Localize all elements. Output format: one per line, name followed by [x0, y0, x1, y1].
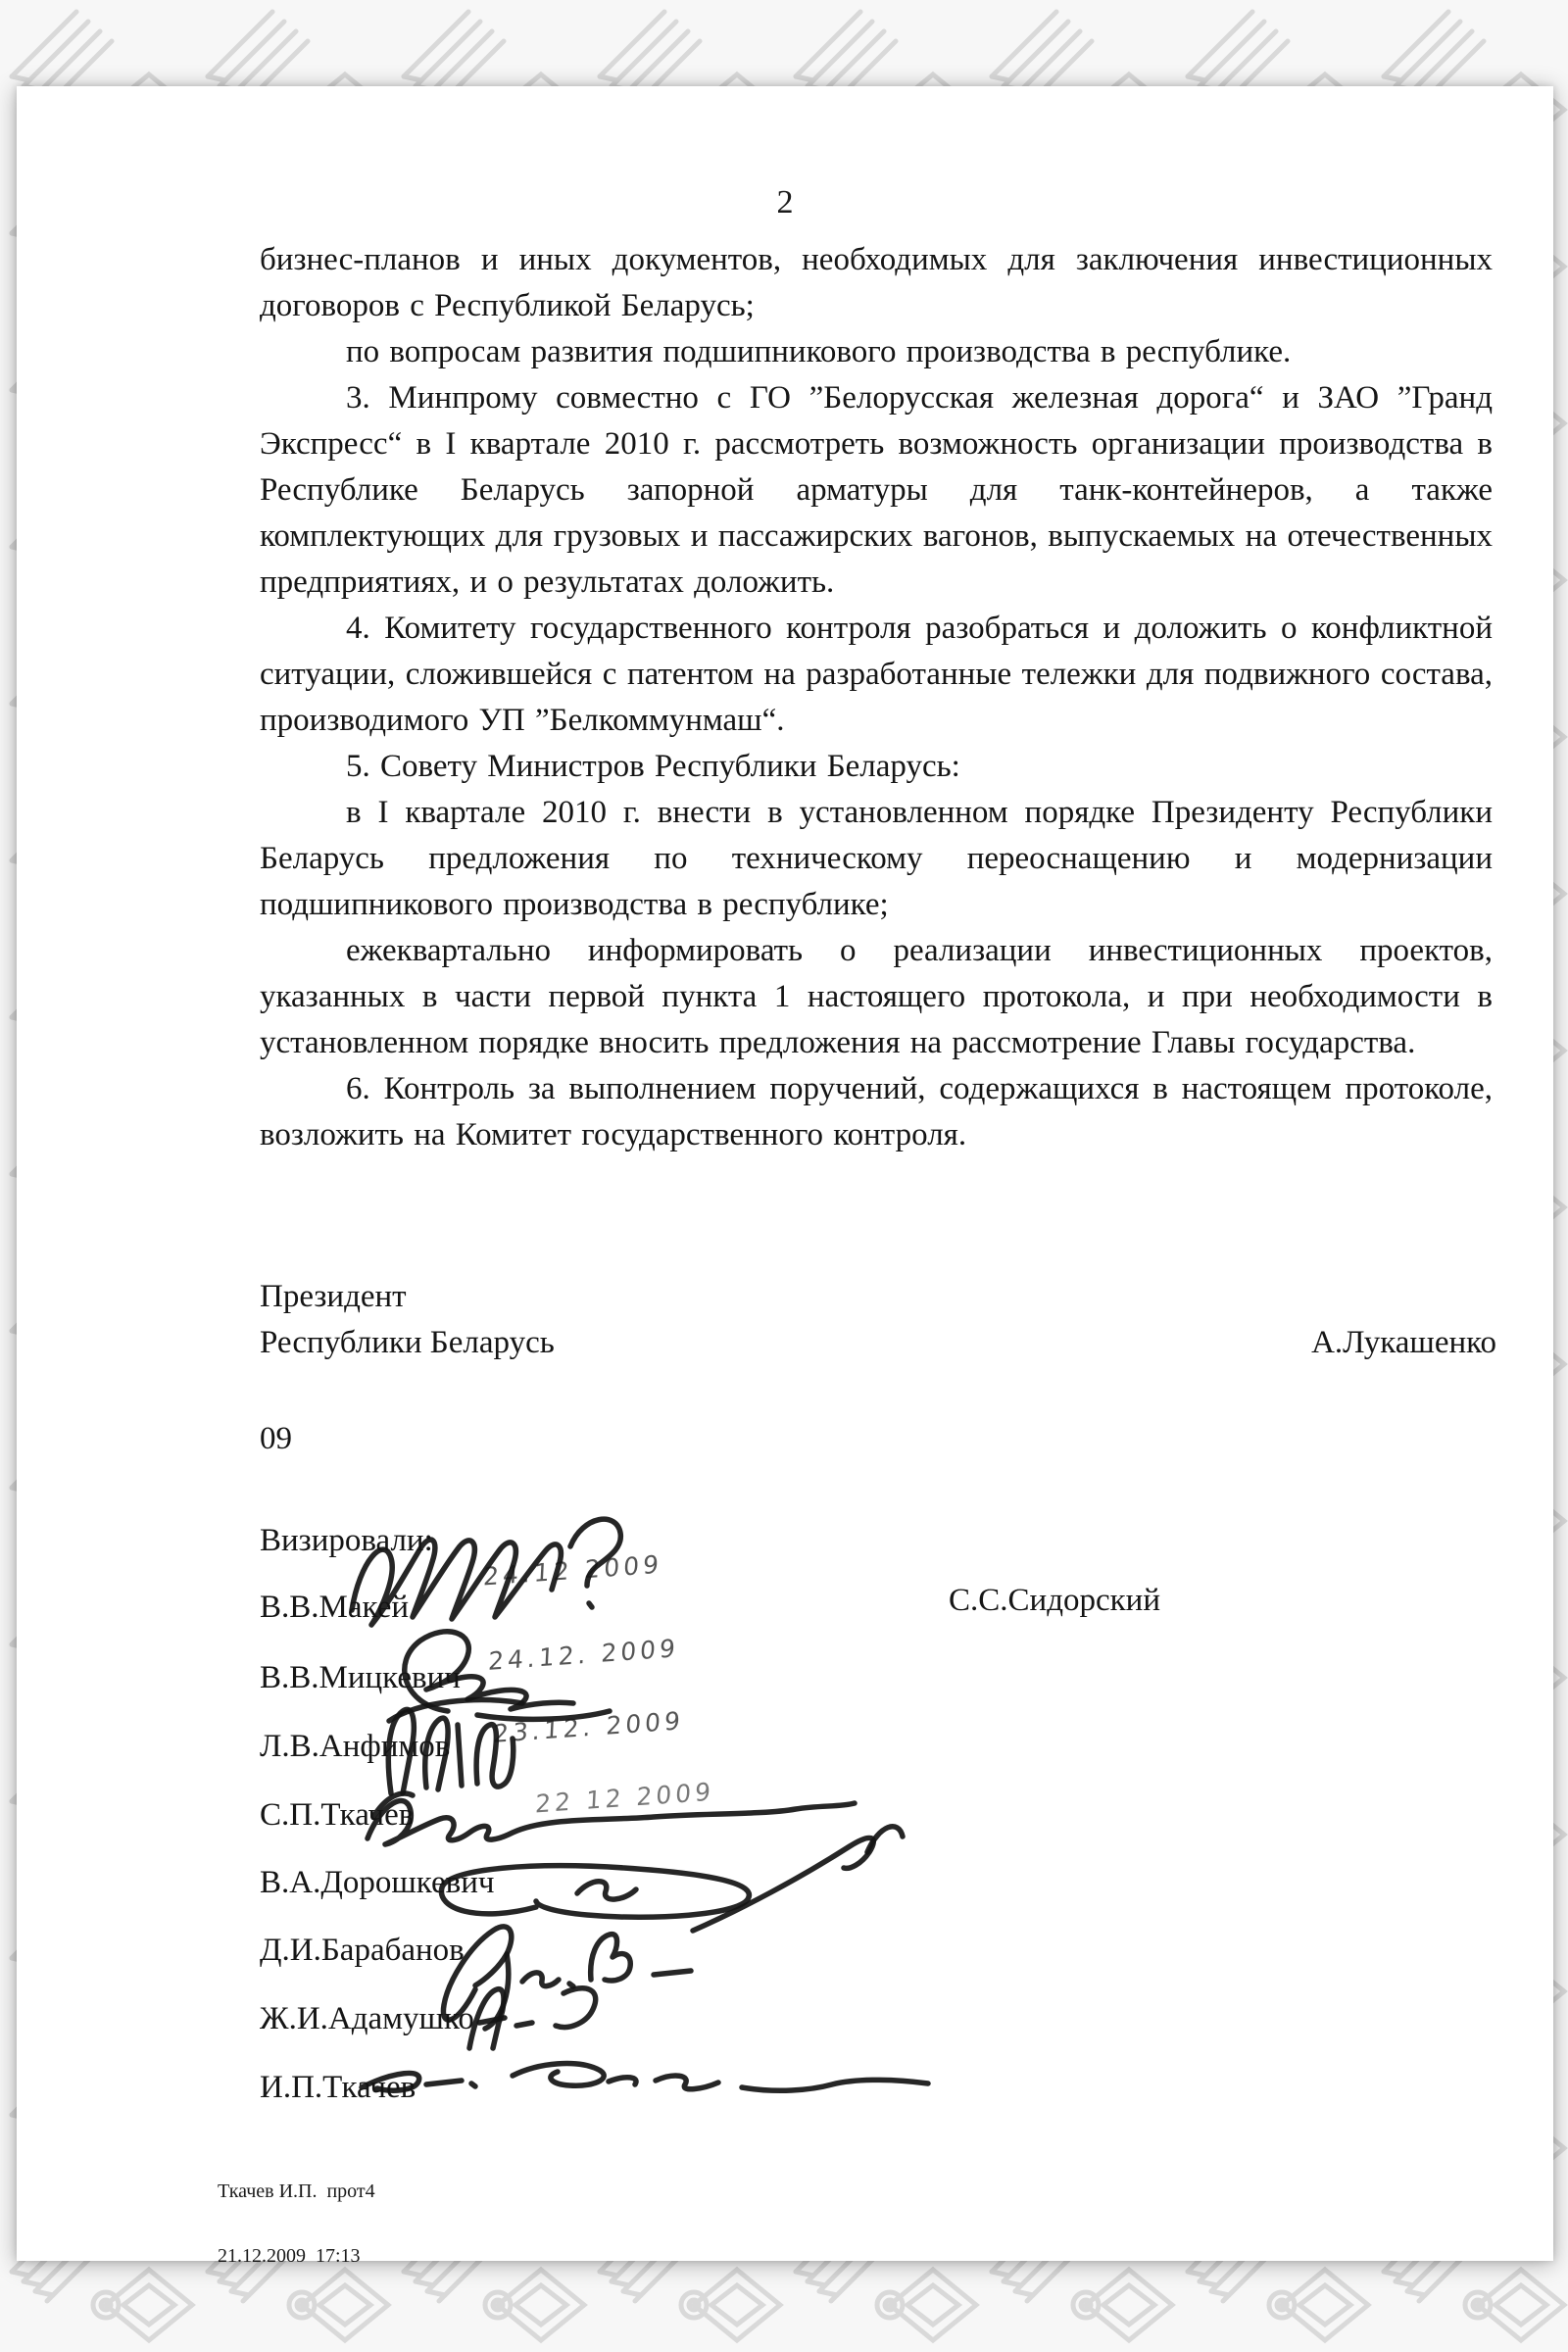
signature-tkachev-sp — [368, 1793, 855, 1844]
paragraph: 3. Минпрому совместно с ГО ”Белорусская железная дорога“ и ЗАО ”Гранд Экспресс“ в I квартале 2010 г. рассмотреть возможность организации производства в Республике Беларусь запорной арматуры для танк-контейнеров, а также комплектующих для грузовых и пассажирских вагонов, выпускаемых на отечественных предприятиях, и о результатах доложить. — [260, 380, 1493, 600]
paragraph: по вопросам развития подшипникового производства в республике. — [346, 334, 1292, 369]
visa-name-anfimov: Л.В.Анфимов — [260, 1729, 451, 1764]
footer-timestamp-line: 21.12.2009 17:13 — [218, 2245, 361, 2267]
page-number: 2 — [776, 184, 794, 220]
paragraph: 4. Комитету государственного контроля разобраться и доложить о конфликтной ситуации, сложившейся с патентом на разработанные тележки для подвижного состава, производимого УП ”Белкоммунмаш“. — [260, 611, 1493, 738]
footer-author-line: Ткачев И.П. прот4 — [218, 2180, 375, 2202]
visa-name-adamushko: Ж.И.Адамушко — [260, 2001, 474, 2036]
handwritten-date: 24.12. 2009 — [487, 1634, 680, 1676]
handwritten-date: 24.12 2009 — [482, 1549, 663, 1592]
document-page — [17, 86, 1553, 2267]
handwritten-date: 23.12. 2009 — [492, 1706, 685, 1748]
visa-name-makei: В.В.Макей — [260, 1590, 410, 1625]
paragraph: 6. Контроль за выполнением поручений, содержащихся в настоящем протоколе, возложить на Комитет государственного контроля. — [260, 1071, 1493, 1152]
visa-name-tkachev-sp: С.П.Ткачев — [260, 1797, 415, 1833]
signature-adamushko — [469, 1988, 596, 2048]
president-title: Президент Республики Беларусь — [260, 1279, 555, 1360]
president-signature-block — [260, 1274, 1496, 1366]
paragraph: ежеквартально информировать о реализации инвестиционных проектов, указанных в части первой пункта 1 настоящего протокола, и при необходимости в установленном порядке вносить предложения на рассмотрение Главы государства. — [260, 933, 1493, 1060]
visa-name-doroshkevich: В.А.Дорошкевич — [260, 1865, 495, 1900]
visa-name-tkachev-ip: И.П.Ткачев — [260, 2070, 416, 2105]
document-body — [260, 237, 1493, 1158]
paragraph: бизнес-планов и иных документов, необходимых для заключения инвестиционных договоров с Республикой Беларусь; — [260, 242, 1493, 323]
signature-tkachev-ip — [362, 2064, 928, 2091]
visa-name-sidorsky: С.С.Сидорский — [949, 1583, 1160, 1618]
president-name: А.Лукашенко — [1311, 1325, 1496, 1360]
visa-name-mitskevich: В.В.Мицкевич — [260, 1660, 461, 1695]
paragraph: 5. Совету Министров Республики Беларусь: — [346, 749, 960, 784]
signature-anfimov — [388, 1700, 522, 1793]
visa-heading: Визировали: — [260, 1523, 433, 1558]
marginal-number: 09 — [260, 1421, 292, 1456]
signature-doroshkevich — [441, 1827, 903, 1931]
visa-name-barabanov: Д.И.Барабанов — [260, 1933, 465, 1968]
signature-makei — [352, 1519, 620, 1625]
document-footer — [218, 2137, 375, 2310]
handwritten-date: 22 12 2009 — [534, 1777, 715, 1819]
ink-signatures — [330, 1488, 1075, 2115]
paragraph: в I квартале 2010 г. внести в установленном порядке Президенту Республики Беларусь предложения по техническому переоснащению и модернизации подшипникового производства в республике; — [260, 795, 1493, 922]
